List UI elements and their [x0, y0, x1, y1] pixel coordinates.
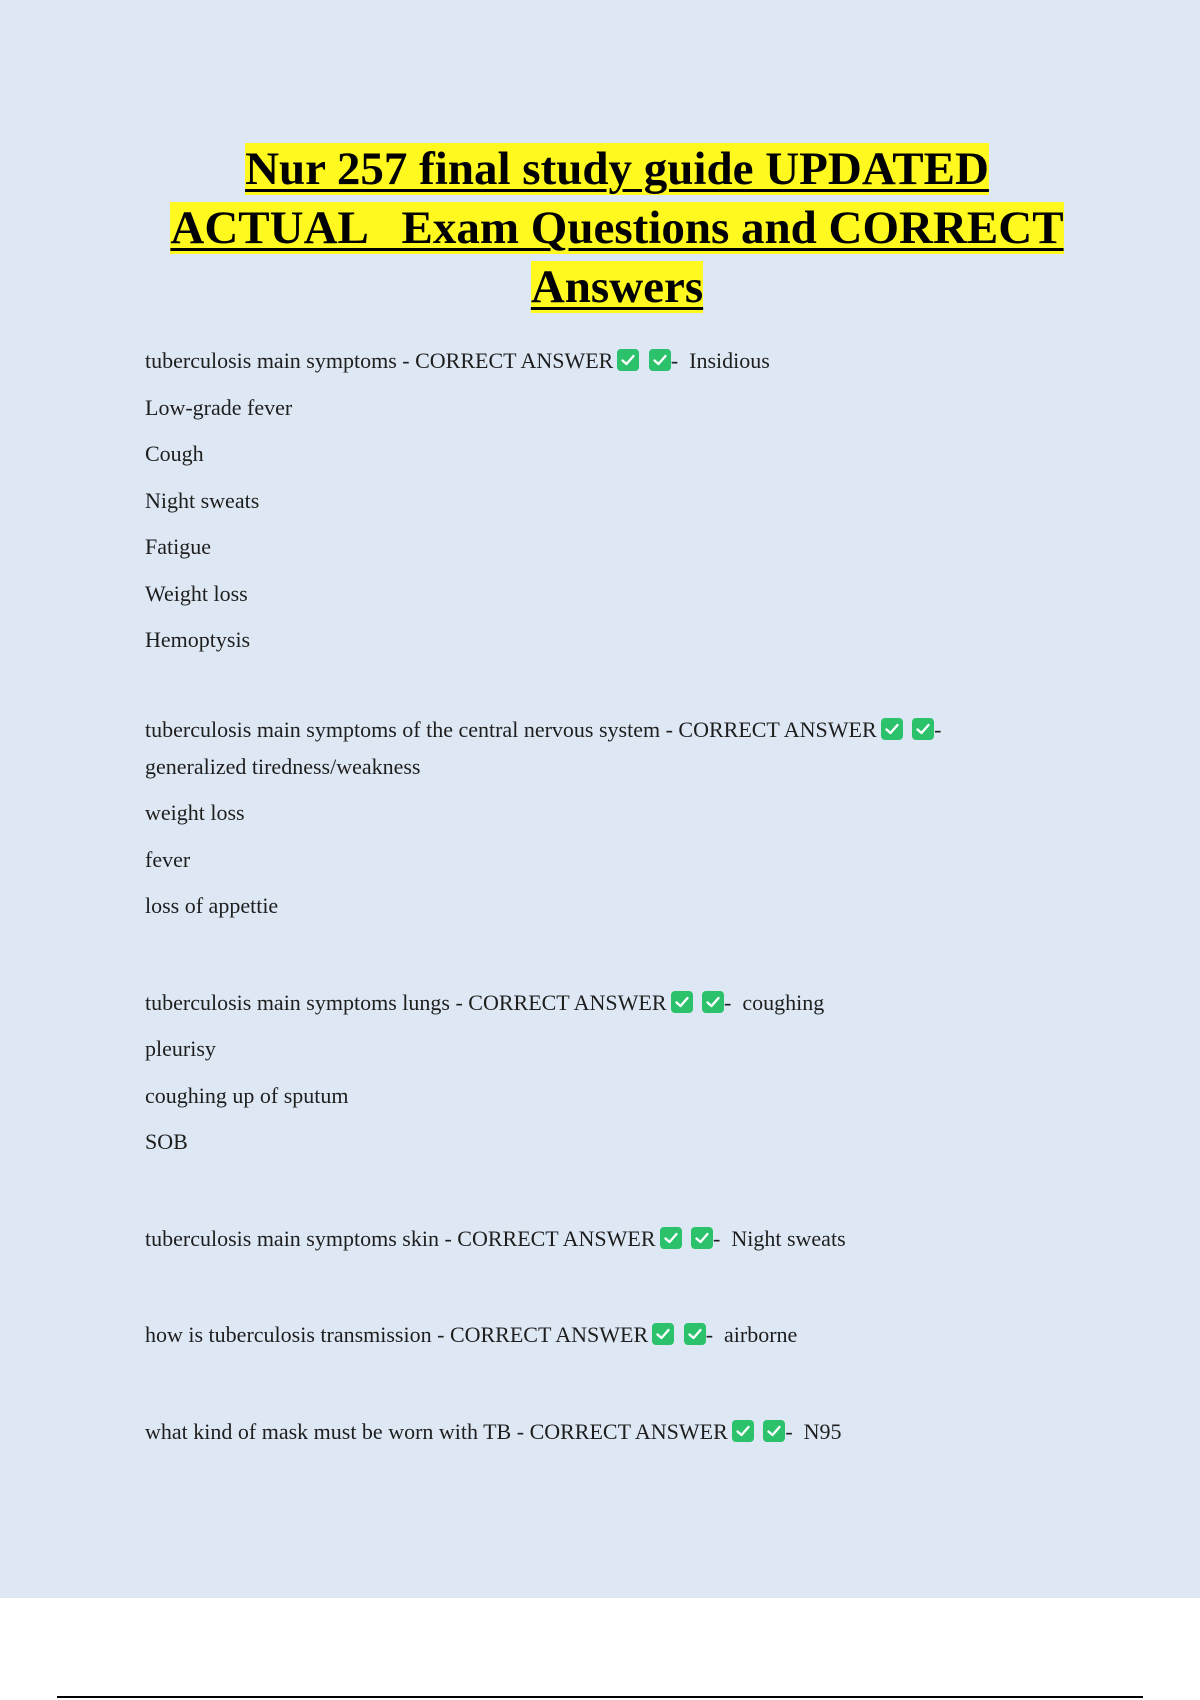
answer-line: fever — [145, 846, 191, 872]
title-line: Answers — [530, 261, 704, 313]
check-mark-icon — [652, 1323, 674, 1345]
check-mark-icon — [732, 1420, 754, 1442]
qa-question-line — [145, 1314, 1045, 1361]
check-mark-icon — [763, 1420, 785, 1442]
separator: - — [455, 989, 463, 1015]
check-mark-icon — [912, 718, 934, 740]
question-text: tuberculosis main symptoms — [145, 348, 397, 373]
answer-first: generalized tiredness/weakness — [145, 753, 421, 779]
answer-first: N95 — [803, 1418, 842, 1444]
question-text: tuberculosis main symptoms skin — [145, 1225, 439, 1251]
answer-first: Night sweats — [731, 1225, 846, 1251]
answer-marker: CORRECT ANSWER — [468, 989, 667, 1015]
separator: - — [516, 1418, 525, 1444]
answer-line: pleurisy — [145, 1036, 216, 1061]
answer-line: Hemoptysis — [145, 627, 251, 652]
qa-question-line — [145, 340, 1045, 387]
check-mark-icon — [684, 1323, 706, 1345]
check-mark-icon — [881, 718, 903, 740]
answer-first: coughing — [742, 989, 825, 1015]
answer-line: Weight loss — [145, 580, 248, 606]
qa-list — [145, 340, 1045, 1457]
separator: - — [713, 1225, 721, 1251]
separator: - — [444, 1225, 452, 1251]
answer-line: Low-grade fever — [145, 394, 293, 420]
separator: - — [705, 1322, 714, 1347]
answer-line: coughing up of sputum — [145, 1082, 349, 1108]
question-text: tuberculosis main symptoms of the central nervous system — [145, 716, 661, 742]
check-mark-icon — [660, 1227, 682, 1249]
footer-divider — [57, 1696, 1143, 1698]
check-mark-icon — [671, 991, 693, 1013]
separator: - — [402, 348, 410, 373]
separator: - — [724, 989, 732, 1015]
separator: - — [785, 1418, 793, 1444]
answer-line: Night sweats — [145, 487, 260, 513]
check-mark-icon — [649, 349, 671, 371]
answer-marker: CORRECT ANSWER — [457, 1225, 656, 1251]
answer-line: Cough — [145, 441, 204, 466]
answer-line: weight loss — [145, 800, 245, 825]
question-text: how is tuberculosis transmission — [145, 1322, 432, 1347]
separator: - — [670, 348, 679, 373]
separator: - — [934, 716, 942, 742]
check-mark-icon — [691, 1227, 713, 1249]
answer-line: loss of appettie — [145, 893, 279, 918]
qa-question-line — [145, 982, 1045, 1029]
question-text: tuberculosis main symptoms lungs — [145, 989, 450, 1015]
separator: - — [665, 716, 673, 742]
answer-first: airborne — [724, 1322, 798, 1347]
question-text: what kind of mask must be worn with TB — [145, 1418, 512, 1444]
answer-marker: CORRECT ANSWER — [678, 716, 877, 742]
separator: - — [437, 1322, 445, 1347]
answer-line: SOB — [145, 1129, 188, 1154]
title-line: ACTUAL Exam Questions and CORRECT — [170, 202, 1064, 254]
qa-question-line — [145, 1218, 1045, 1265]
page-title — [100, 140, 1134, 317]
title-line: Nur 257 final study guide UPDATED — [245, 143, 989, 195]
answer-first: Insidious — [689, 348, 770, 373]
answer-marker: CORRECT ANSWER — [415, 348, 614, 373]
qa-question-line — [145, 1411, 1045, 1458]
check-mark-icon — [617, 349, 639, 371]
answer-marker: CORRECT ANSWER — [449, 1322, 649, 1347]
check-mark-icon — [702, 991, 724, 1013]
qa-question-line — [145, 714, 1045, 746]
answer-marker: CORRECT ANSWER — [529, 1418, 728, 1444]
answer-line: Fatigue — [145, 534, 211, 559]
